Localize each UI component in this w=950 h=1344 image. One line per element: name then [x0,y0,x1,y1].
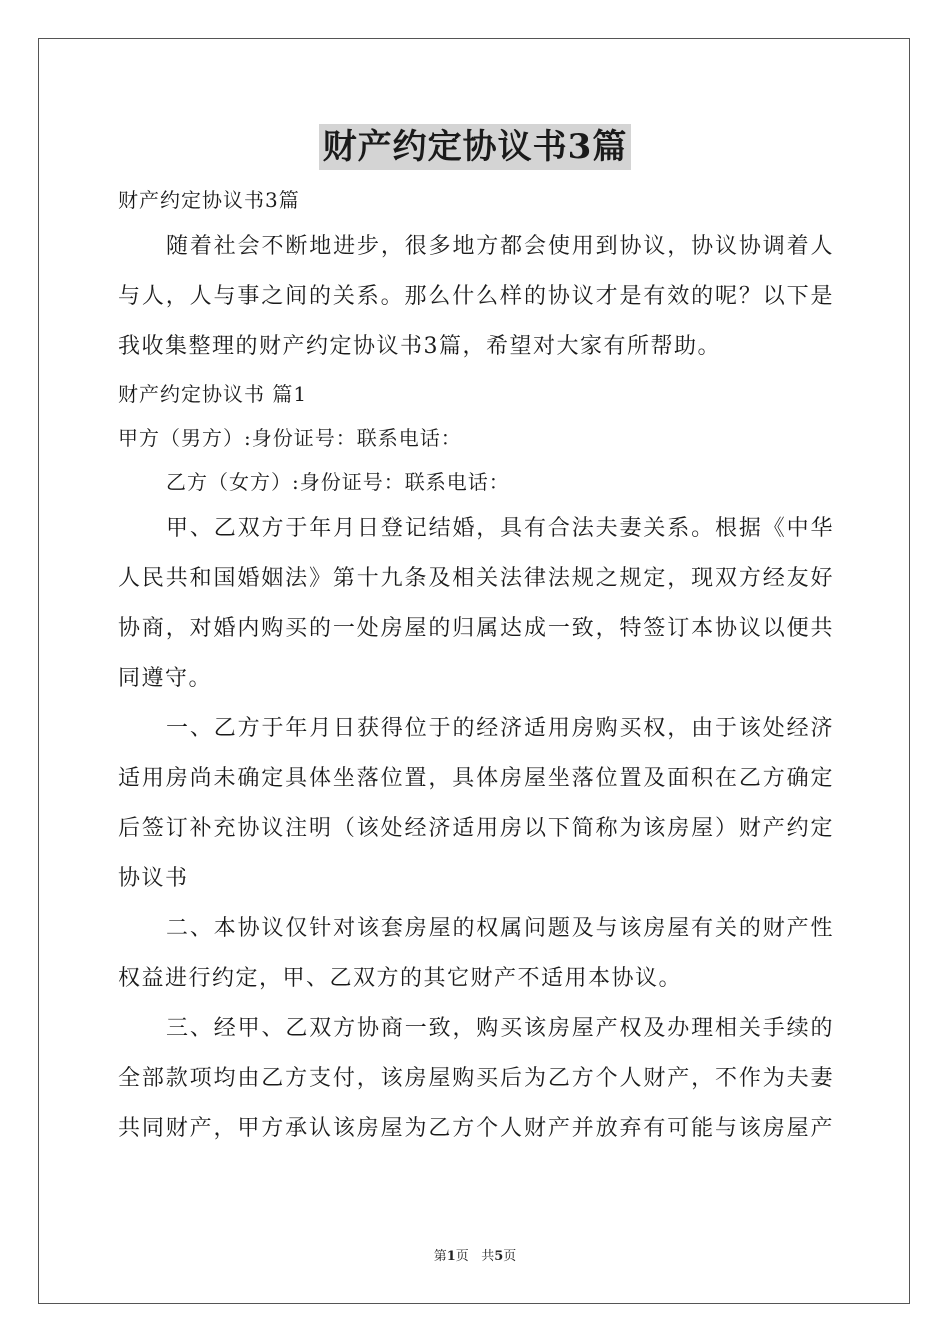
page-number: 1 [446,1249,456,1264]
total-pages: 5 [494,1249,504,1264]
page-footer [0,1245,950,1264]
paragraph-line: 二、本协议仅针对该套房屋的权属问题及与该房屋有关的财产性 [166,916,834,941]
page-prefix: 第 [433,1249,447,1264]
paragraph-line: 三、经甲、乙双方协商一致，购买该房屋产权及办理相关手续的 [166,1016,834,1041]
paragraph-line: 权益进行约定，甲、乙双方的其它财产不适用本协议。 [118,966,683,991]
total-suffix: 页 [503,1249,517,1264]
document-title: 财产约定协议书3篇 [319,124,632,170]
paragraph-line: 适用房尚未确定具体坐落位置，具体房屋坐落位置及面积在乙方确定 [118,766,834,791]
party-b-line: 乙方（女方）:身份证号：联系电话： [166,470,510,494]
paragraph-line: 后签订补充协议注明（该处经济适用房以下简称为该房屋）财产约定 [118,816,834,841]
section-heading: 财产约定协议书 篇1 [118,382,308,406]
paragraph-line: 同遵守。 [118,666,213,691]
paragraph-line: 随着社会不断地进步，很多地方都会使用到协议，协议协调着人 [166,234,834,259]
paragraph-line: 全部款项均由乙方支付，该房屋购买后为乙方个人财产，不作为夫妻 [118,1066,834,1091]
page-suffix: 页 [455,1249,469,1264]
paragraph-line: 共同财产，甲方承认该房屋为乙方个人财产并放弃有可能与该房屋产 [118,1116,834,1141]
party-a-line: 甲方（男方）:身份证号：联系电话： [118,426,462,450]
title-area [0,124,950,170]
paragraph-line: 协商，对婚内购买的一处房屋的归属达成一致，特签订本协议以便共 [118,616,834,641]
paragraph-line: 协议书 [118,866,189,891]
paragraph-line: 人民共和国婚姻法》第十九条及相关法律法规之规定，现双方经友好 [118,566,834,591]
paragraph-line: 一、乙方于年月日获得位于的经济适用房购买权，由于该处经济 [166,716,834,741]
paragraph-line: 与人，人与事之间的关系。那么什么样的协议才是有效的呢？以下是 [118,284,834,309]
total-prefix: 共 [481,1249,495,1264]
subtitle-line: 财产约定协议书3篇 [118,188,300,212]
paragraph-line: 甲、乙双方于年月日登记结婚，具有合法夫妻关系。根据《中华 [166,516,834,541]
document-body [118,178,834,1154]
paragraph-line: 我收集整理的财产约定协议书3篇，希望对大家有所帮助。 [118,334,721,359]
